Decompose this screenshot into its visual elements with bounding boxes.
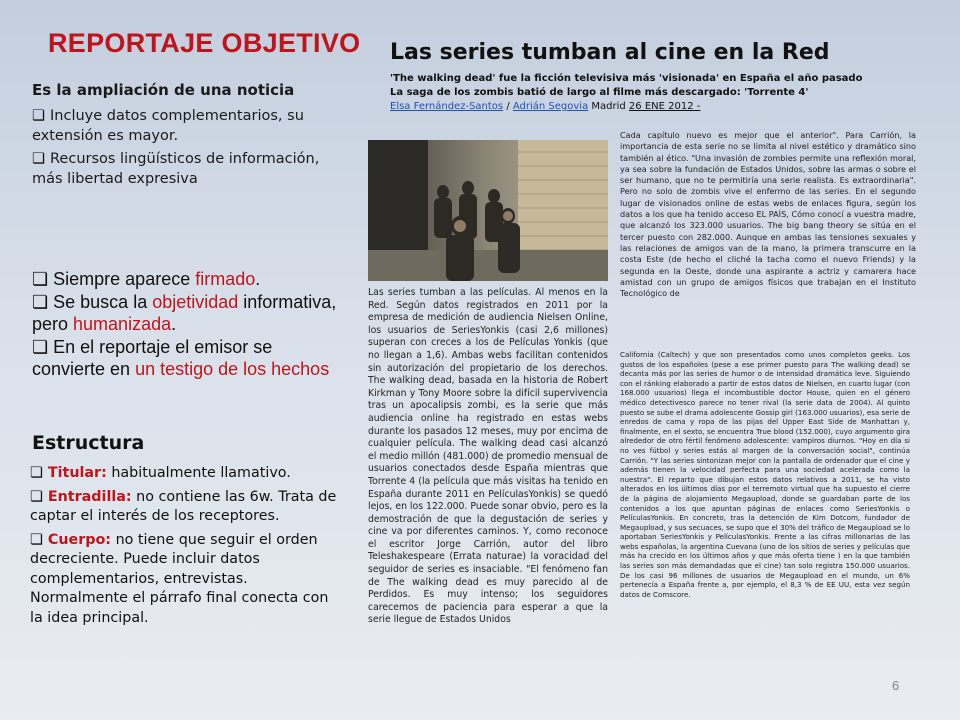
slide-title: REPORTAJE OBJETIVO <box>48 28 361 58</box>
estructura-item: ❏ Cuerpo: no tiene que seguir el orden decreciente. Puede incluir datos complementarios, entrevistas. Normalmente el párrafo final conecta con la idea principal. <box>30 531 329 626</box>
article-column-right-top: Cada capítulo nuevo es mejor que el anterior". Para Carrión, la importancia de esta serie no se limita al nivel estético y dramático sino también al ético. "Una invasión de zombies permite una reflexión moral, ya sea sobre la fundación de Estados Unidos, sobre las armas o sobre el ser humano, que no te permitiría una serie realista. Es extraordinaria". Pero no solo de zombis vive el enfermo de las series. En el segundo lugar de visionados online de estas webs de enlaces figura, según los datos a los que ha tenido acceso EL PAÍS, Cómo conocí a vuestra madre, que alcanzó los 323.000 usuarios. The big bang theory se sitúa en el tercer puesto con 282.000. Aunque en ambas las tensiones sexuales y las relaciones de amigos van de la mano, la primera transcurre en la costa Este (de hecho el cliché la tacha como el nuevo Friends) y la segunda en la Oeste, donde una aspirante a actriz y camarera hace amistad con un grupo de amigos físicos que trabajan en el Instituto Tecnológico de <box>620 130 916 299</box>
estructura-item: ❏ Entradilla: no contiene las 6w. Trata de captar el interés de los receptores. <box>30 488 337 524</box>
checkbox-bullet-icon: ❏ <box>32 108 45 124</box>
checkbox-bullet-icon: ❏ <box>30 488 43 505</box>
author-link[interactable]: Elsa Fernández-Santos <box>390 101 504 112</box>
checkbox-bullet-icon: ❏ <box>32 151 45 167</box>
article-subtitle-line: La saga de los zombis batió de largo al filme más descargado: 'Torrente 4' <box>390 87 809 98</box>
checkbox-bullet-icon: ❏ <box>32 269 49 289</box>
author-link[interactable]: Adrián Segovia <box>512 101 589 112</box>
intro-bullet: ❏ Incluye datos complementarios, su extensión es mayor. <box>32 108 304 144</box>
feature-item: ❏ Se busca la objetividad informativa, pero humanizada. <box>32 292 337 334</box>
article-subtitle-line: 'The walking dead' fue la ficción televisiva más 'visionada' en España el año pasado <box>390 73 863 84</box>
article-photo <box>368 140 608 281</box>
article-byline: Elsa Fernández-Santos / Adrián Segovia Madrid 26 ENE 2012 - <box>390 101 701 112</box>
intro-heading: Es la ampliación de una noticia <box>32 81 295 99</box>
estructura-item: ❏ Titular: habitualmente llamativo. <box>30 465 291 481</box>
intro-block <box>32 80 342 192</box>
checkbox-bullet-icon: ❏ <box>32 337 49 357</box>
page-number: 6 <box>892 678 900 693</box>
article-subtitle <box>390 72 910 114</box>
checkbox-bullet-icon: ❏ <box>30 465 43 481</box>
estructura-heading: Estructura <box>32 432 145 454</box>
article-column-left: Las series tumban a las películas. Al menos en la Red. Según datos registrados en 2011 por la empresa de medición de audiencia Nielsen Online, los usuarios de SeriesYonkis (casi 2,6 millones) superan con creces a los de Películas Yonkis (que no llegan a 1,6). Ambas webs facilitan contenidos sin autorización del propietario de los derechos. The walking dead, basada en la historia de Robert Kirkman y Tony Moore sobre la difícil supervivencia tras un apocalipsis zombi, es la serie que más audiencia online ha registrado en estas webs durante los pasados 12 meses, muy por encima de cualquier película. The walking dead casi alcanzó el medio millón (481.000) de promedio mensual de usuarios conectados desde España mientras que Torrente 4 (la película que más visitas ha tenido en España durante 2011 en PelículasYonkis) se quedó lejos, en los 122.000. Puede sonar obvio, pero es la demostración de que la degustación de series y cine va por diferentes caminos. Y, como reconoce el escritor Jorge Carrión, autor del libro Teleshakespeare (Errata naturae) la voracidad del seguidor de series es insaciable. "El fenómeno fan de The walking dead es muy parecido al de Perdidos. Es muy intenso; los seguidores carecemos de paciencia para esperar a que la serie llegue de Estados Unidos <box>368 287 608 626</box>
features-block <box>32 268 344 381</box>
feature-item: ❏ Siempre aparece firmado. <box>32 269 261 289</box>
checkbox-bullet-icon: ❏ <box>30 531 43 548</box>
feature-item: ❏ En el reportaje el emisor se convierte en un testigo de los hechos <box>32 337 330 379</box>
article-date: 26 ENE 2012 - <box>628 101 701 112</box>
intro-bullet: ❏ Recursos lingüísticos de información, más libertad expresiva <box>32 151 320 187</box>
checkbox-bullet-icon: ❏ <box>32 292 49 312</box>
article-column-right-bottom: California (Caltech) y que son presentados como unos completos geeks. Los gustos de los españoles (pese a ese primer puesto para The walking dead) se decanta más por las series de humor o de intensidad dramática leve. Siguiendo con el ránking elaborado a partir de estos datos de Nielsen, en cuarto lugar (con 168.000 usuarios) llega el incombustible doctor House, quien en el género médico detectivesco parece no tener rival (la serie data de 2004). Al quinto puesto se sube el drama adolescente Gossip girl (163.000 usuarios), esa serie de enredos de cama y ropa de las pijas del Upper East Side de Manhattan y, finalmente, en el sexto, se encuentra True blood (152.000), cuyo argumento gira alrededor de otro fértil fenómeno adolescente: vampiros diurnos. "Hoy en día si no ves fútbol y series estás al margen de la conversación social", continúa Carrión. "Y las series sintonizan mejor con la pantalla de ordenador que el cine y además tienen la velocidad perfecta para una sociedad acelerada como la nuestra". El reparto que dibujan estos datos relativos a 2011, se ha visto alterados en los últimos días por el terremoto virtual que ha supuesto el cierre de la página de alojamiento Megaupload, donde se guardaban parte de los contenidos a los que apuntan páginas de enlaces como SeriesYonkis o PelículasYonkis. En concreto, tras la detención de Kim Dotcom, fundador de Megaupload, y sus secuaces, se supo que el 30% del tráfico de Megaupload se lo aportaban SeriesYonkis y PelículasYonkis. Frente a las cifras millonarias de las webs españolas, la argentina Cuevana (uno de los sitios de series y películas que más ha crecido en los últimos años y que más oferta tiene ) en la que también las series son más demandadas que el cine) tan solo registra 150.000 usuarios. De los casi 96 millones de usuarios de Megaupload en el mundo, un 6% pertenecía a España frente a, por ejemplo, el 8,3 % de EE UU, esta vez según datos de Comscore. <box>620 350 910 599</box>
estructura-block <box>30 464 344 632</box>
article-title: Las series tumban al cine en la Red <box>390 40 830 65</box>
